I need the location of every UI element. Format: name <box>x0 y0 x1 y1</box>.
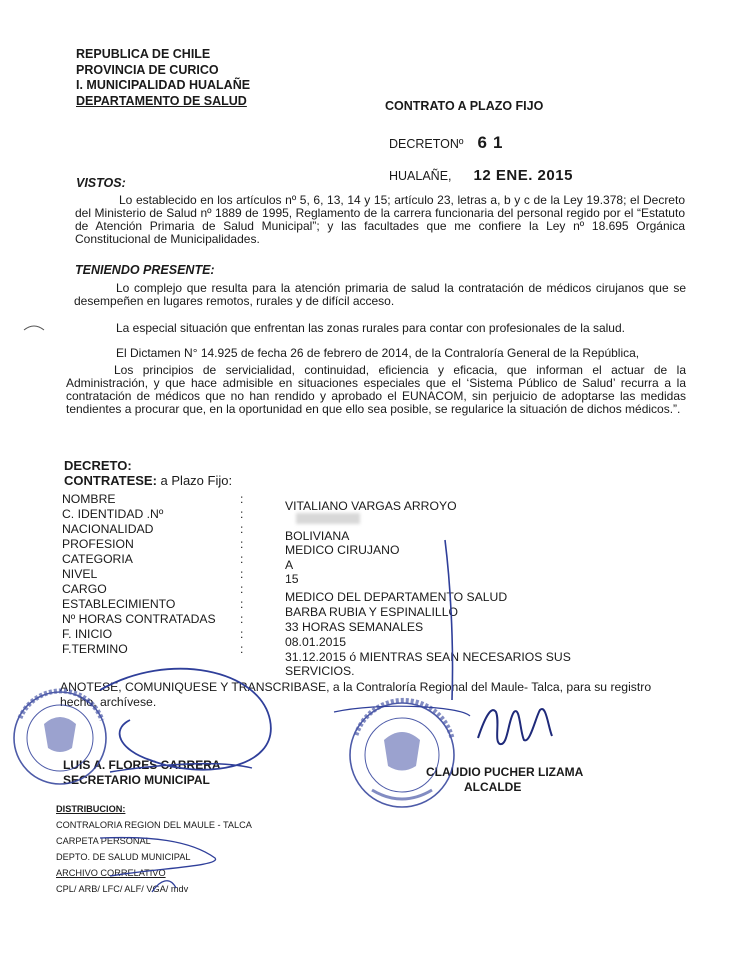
field-label: NACIONALIDAD <box>62 522 154 536</box>
decree-date: 12 ENE. 2015 <box>473 167 573 184</box>
field-colon: : <box>240 582 244 596</box>
secretary-signature <box>100 669 271 770</box>
field-label: PROFESION <box>62 537 134 551</box>
vistos-text: Lo establecido en los artículos nº 5, 6, 13, 14 y 15; artículo 23, letras a, b y c de la Ley 19.378; el Decreto del Ministerio de Salud nº 1889 de 1995, Reglamento de la carrera funcionaria del personal regido por el “Estatuto de Atención Primaria de Salud Municipal”; y las facultades que me confiere la Ley nº 18.695 Orgánica Constitucional de Municipalidades. <box>75 193 685 246</box>
field-colon: : <box>240 642 244 656</box>
field-colon: : <box>240 522 244 536</box>
field-label: NOMBRE <box>62 492 116 506</box>
decreto-heading: DECRETO: <box>64 458 132 473</box>
vistos-heading: VISTOS: <box>76 176 126 190</box>
mayor-signature-stroke <box>334 706 470 716</box>
field-colon: : <box>240 552 244 566</box>
mayor-name: CLAUDIO PUCHER LIZAMA <box>426 765 584 779</box>
distribution-pen-mark <box>100 838 216 876</box>
field-colon: : <box>240 627 244 641</box>
field-value: BOLIVIANA <box>285 529 350 543</box>
field-value: VITALIANO VARGAS ARROYO <box>285 499 457 513</box>
field-colon: : <box>240 492 244 506</box>
field-label: NIVEL <box>62 567 98 581</box>
field-value: 15 <box>285 572 299 586</box>
secretary-title: SECRETARIO MUNICIPAL <box>63 773 210 787</box>
mayor-title: ALCALDE <box>464 780 522 794</box>
field-label: F.TERMINO <box>62 642 128 656</box>
pen-stroke-vertical <box>445 540 453 700</box>
distribution-item: CONTRALORIA REGION DEL MAULE - TALCA <box>56 820 252 830</box>
field-label: Nº HORAS CONTRATADAS <box>62 612 216 626</box>
field-label: ESTABLECIMIENTO <box>62 597 176 611</box>
teniendo-paragraph-1: Lo complejo que resulta para la atención primaria de salud la contratación de médicos cirujanos que se desempeñen en lugares remotos, rurales y de difícil acceso. <box>74 281 686 308</box>
contratese-label: CONTRATESE: <box>64 473 157 488</box>
decree-place: HUALAÑE, <box>389 169 452 183</box>
field-label: C. IDENTIDAD .Nº <box>62 507 164 521</box>
field-colon: : <box>240 597 244 611</box>
field-label: CATEGORIA <box>62 552 133 566</box>
header-line-2: PROVINCIA DE CURICO <box>76 62 219 77</box>
decree-label: DECRETO <box>389 137 450 151</box>
header-line-3: I. MUNICIPALIDAD HUALAÑE <box>76 78 251 92</box>
field-value: 33 HORAS SEMANALES <box>285 620 424 634</box>
field-colon: : <box>240 567 244 581</box>
teniendo-heading: TENIENDO PRESENTE: <box>75 263 215 277</box>
field-value: MEDICO CIRUJANO <box>285 543 400 557</box>
field-colon: : <box>240 507 244 521</box>
mayor-signature <box>478 709 552 744</box>
header-line-4: DEPARTAMENTO DE SALUD <box>76 93 247 108</box>
decree-number-prefix: Nº <box>449 137 464 151</box>
closing-clause: ANOTESE, COMUNIQUESE Y TRANSCRIBASE, a la Contraloría Regional del Maule- Talca, para su registro hecho, archívese. <box>60 680 652 709</box>
field-value: 31.12.2015 ó MIENTRAS SEAN NECESARIOS SUS <box>285 650 571 664</box>
distribution-item: CPL/ ARB/ LFC/ ALF/ VGA/ mdv <box>56 884 189 894</box>
mayor-stamp <box>350 700 454 807</box>
field-value: MEDICO DEL DEPARTAMENTO SALUD <box>285 590 508 604</box>
distribution-item: ARCHIVO CORRELATIVO <box>56 868 166 878</box>
field-value: A <box>285 558 294 572</box>
field-label: F. INICIO <box>62 627 113 641</box>
distribution-item: DEPTO. DE SALUD MUNICIPAL <box>56 852 191 862</box>
field-label: CARGO <box>62 582 107 596</box>
initials-pen-mark <box>152 881 176 892</box>
secretary-stamp <box>14 691 106 784</box>
field-colon: : <box>240 612 244 626</box>
teniendo-paragraph-2: La especial situación que enfrentan las zonas rurales para contar con profesionales de la salud. <box>116 321 625 335</box>
contratese-mode: a Plazo Fijo: <box>156 473 233 488</box>
field-value: 08.01.2015 <box>285 635 346 649</box>
document-title: CONTRATO A PLAZO FIJO <box>385 99 544 113</box>
distribution-title: DISTRIBUCION: <box>56 804 126 814</box>
field-value: BARBA RUBIA Y ESPINALILLO <box>285 605 458 619</box>
decree-number: 61 <box>477 133 509 152</box>
teniendo-paragraph-4: Los principios de servicialidad, continuidad, eficiencia y eficacia, que informan el actuar de la Administración, y que hace admisible en situaciones especiales que el ‘Sistema Público de Salud’ recurra a la contratación de médicos que no han rendido y aprobado el EUNACOM, sin perjuicio de adoptarse las medidas tendientes a procurar que, en la oportunidad en que ello sea posible, se regularice la situación de dichos médicos.”. <box>66 363 686 416</box>
teniendo-paragraph-3: El Dictamen N° 14.925 de fecha 26 de febrero de 2014, de la Contraloría General de la República, <box>116 346 640 360</box>
punch-hole-mark <box>24 326 44 330</box>
term-continuation: SERVICIOS. <box>285 664 355 678</box>
distribution-item: CARPETA PERSONAL <box>56 836 151 846</box>
secretary-name: LUIS A. FLORES CABRERA <box>63 758 221 772</box>
field-colon: : <box>240 537 244 551</box>
header-line-1: REPUBLICA DE CHILE <box>76 47 211 61</box>
